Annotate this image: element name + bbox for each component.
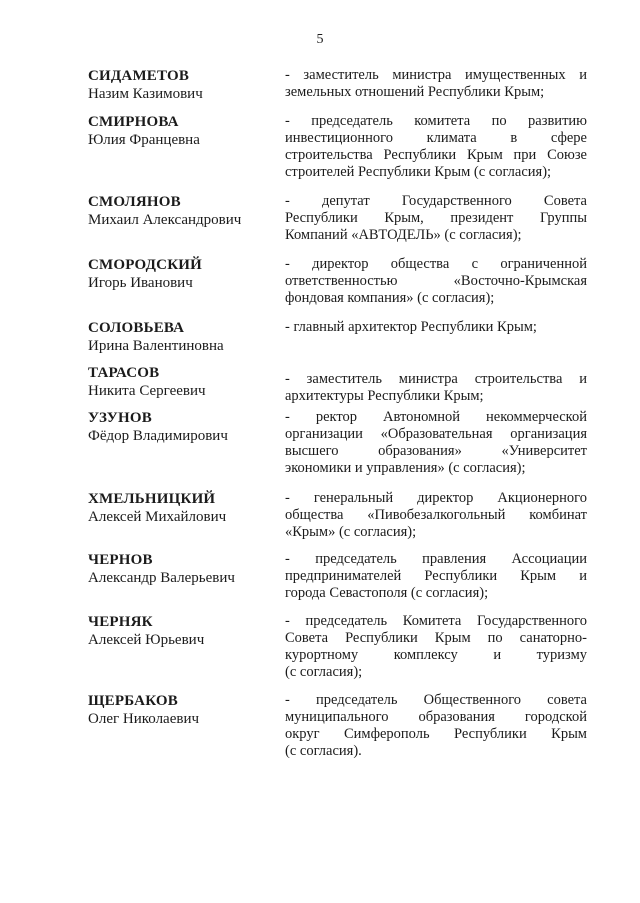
role-line: (с согласия). — [285, 743, 362, 759]
role-line: организации «Образовательная организация — [285, 426, 587, 442]
member-surname: СМОЛЯНОВ — [88, 194, 181, 210]
member-given-names: Алексей Юрьевич — [88, 632, 205, 648]
role-line: - директор общества с ограниченной — [285, 256, 587, 272]
member-role — [285, 113, 587, 181]
role-line: строителей Республики Крым (с согласия); — [285, 164, 552, 180]
member-given-names: Назим Казимович — [88, 86, 203, 102]
role-line: - ректор Автономной некоммерческой — [285, 409, 587, 425]
member-name — [88, 256, 278, 292]
member-role — [285, 67, 587, 101]
member-surname: ХМЕЛЬНИЦКИЙ — [88, 491, 216, 507]
member-name — [88, 692, 278, 728]
member-given-names: Никита Сергеевич — [88, 383, 206, 399]
role-line: предпринимателей Республики Крым и — [285, 568, 587, 584]
role-line: строительства Республики Крым при Союзе — [285, 147, 587, 163]
member-surname: СМИРНОВА — [88, 114, 179, 130]
role-line: фондовая компания» (с согласия); — [285, 290, 495, 306]
member-given-names: Александр Валерьевич — [88, 570, 235, 586]
member-surname: УЗУНОВ — [88, 410, 152, 426]
role-line: ответственностью «Восточно-Крымская — [285, 273, 587, 289]
member-name — [88, 319, 278, 355]
member-role — [285, 613, 587, 681]
role-line: «Крым» (с согласия); — [285, 524, 417, 540]
role-line: муниципального образования городской — [285, 709, 587, 725]
role-line: округ Симферополь Республики Крым — [285, 726, 587, 742]
role-line: инвестиционного климата в сфере — [285, 130, 587, 146]
member-surname: СМОРОДСКИЙ — [88, 257, 203, 273]
member-name — [88, 113, 278, 149]
page-number: 5 — [316, 32, 324, 47]
role-line: - заместитель министра имущественных и — [285, 67, 587, 83]
role-line: - главный архитектор Республики Крым; — [285, 319, 537, 335]
member-name — [88, 193, 278, 229]
member-name — [88, 613, 278, 649]
member-role — [285, 409, 587, 477]
role-line: - заместитель министра строительства и — [285, 371, 587, 387]
member-role — [285, 256, 587, 307]
member-role — [285, 692, 587, 760]
member-role — [285, 490, 587, 541]
role-line: - депутат Государственного Совета — [285, 193, 587, 209]
member-surname: СИДАМЕТОВ — [88, 68, 190, 84]
member-given-names: Олег Николаевич — [88, 711, 200, 727]
member-name — [88, 67, 278, 103]
member-surname: СОЛОВЬЕВА — [88, 320, 185, 336]
role-line: - председатель Общественного совета — [285, 692, 587, 708]
role-line: - председатель комитета по развитию — [285, 113, 587, 129]
member-surname: ЧЕРНЯК — [88, 614, 153, 630]
role-line: - председатель Комитета Государственного — [285, 613, 587, 629]
role-line: Компаний «АВТОДЕЛЬ» (с согласия); — [285, 227, 522, 243]
member-name — [88, 364, 278, 400]
member-role — [285, 319, 587, 336]
member-given-names: Алексей Михайлович — [88, 509, 227, 525]
member-given-names: Ирина Валентиновна — [88, 338, 224, 354]
role-line: земельных отношений Республики Крым; — [285, 84, 545, 100]
role-line: курортному комплексу и туризму — [285, 647, 587, 663]
member-surname: ЩЕРБАКОВ — [88, 693, 178, 709]
role-line: города Севастополя (с согласия); — [285, 585, 489, 601]
role-line: архитектуры Республики Крым; — [285, 388, 484, 404]
role-line: Республики Крым, президент Группы — [285, 210, 587, 226]
role-line: - председатель правления Ассоциации — [285, 551, 587, 567]
member-role — [285, 193, 587, 244]
role-line: - генеральный директор Акционерного — [285, 490, 587, 506]
member-name — [88, 409, 278, 445]
member-given-names: Игорь Иванович — [88, 275, 193, 291]
member-name — [88, 490, 278, 526]
role-line: (с согласия); — [285, 664, 363, 680]
role-line: общества «Пивобезалкогольный комбинат — [285, 507, 587, 523]
member-name — [88, 551, 278, 587]
member-given-names: Юлия Францевна — [88, 132, 200, 148]
role-line: высшего образования» «Университет — [285, 443, 587, 459]
member-given-names: Михаил Александрович — [88, 212, 242, 228]
role-line: экономики и управления» (с согласия); — [285, 460, 526, 476]
member-surname: ТАРАСОВ — [88, 365, 160, 381]
member-given-names: Фёдор Владимирович — [88, 428, 228, 444]
role-line: Совета Республики Крым по санаторно- — [285, 630, 587, 646]
member-role — [285, 551, 587, 602]
member-surname: ЧЕРНОВ — [88, 552, 153, 568]
member-role — [285, 371, 587, 405]
